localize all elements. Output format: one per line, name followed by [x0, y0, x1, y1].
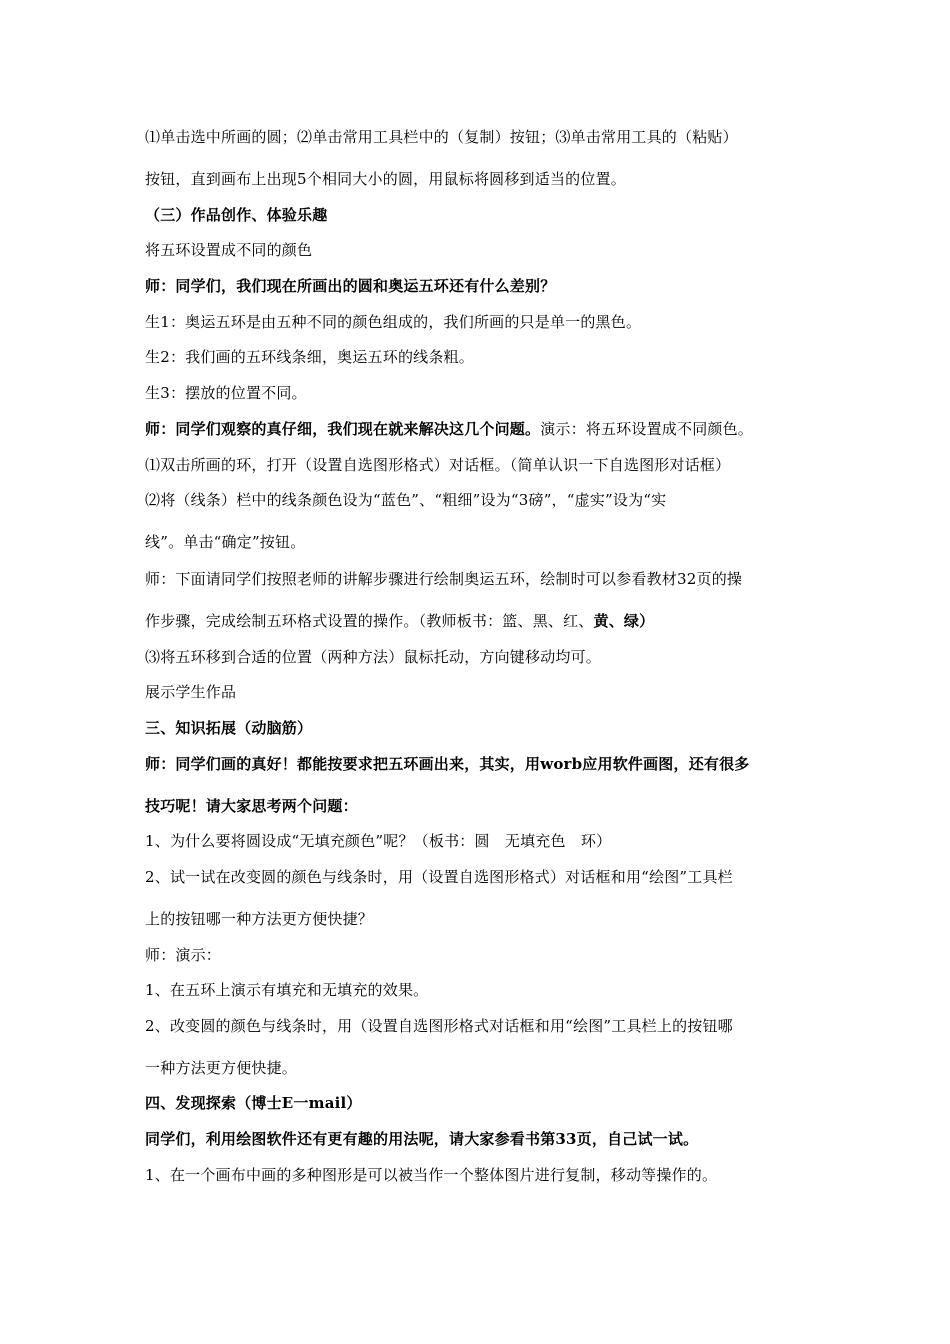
paragraph-line	[145, 945, 815, 965]
section-heading	[145, 1093, 815, 1113]
paragraph-line	[145, 569, 815, 589]
list-item	[145, 1016, 815, 1036]
paragraph-line	[145, 347, 815, 367]
paragraph-line	[145, 490, 815, 510]
text-run: ⑴双击所画的环，打开（设置自选图形格式）对话框。（简单认识一下自选图形对话框）	[145, 456, 731, 474]
paragraph-line	[145, 419, 815, 439]
paragraph-line	[145, 1058, 815, 1078]
text-run: ⑵将（线条）栏中的线条颜色设为“蓝色”、“粗细”设为“3磅”，“虚实”设为“实	[145, 491, 667, 509]
text-run: 师：下面请同学们按照老师的讲解步骤进行绘制奥运五环，绘制时可以参看教材32页的操	[145, 570, 743, 588]
text-run: 2、改变圆的颜色与线条时，用（设置自选图形格式对话框和用“绘图”工具栏上的按钮哪	[145, 1017, 733, 1035]
teacher-remark	[145, 796, 815, 816]
text-run: 一种方法更方便快捷。	[145, 1059, 298, 1077]
teacher-remark	[145, 754, 815, 774]
text-run: 上的按钮哪一种方法更方便快捷？	[145, 910, 374, 928]
text-run: ⑶将五环移到合适的位置（两种方法）鼠标托动，方向键移动均可。	[145, 648, 602, 666]
text-run: 展示学生作品	[145, 683, 237, 701]
paragraph-line	[145, 532, 815, 552]
text-run: 将五环设置成不同的颜色	[145, 241, 313, 259]
text-run-bold: 师：同学们观察的真仔细，我们现在就来解决这几个问题。	[145, 420, 541, 438]
text-run: 四、发现探索（博士E一mail）	[145, 1094, 362, 1112]
list-item	[145, 867, 815, 887]
text-run: 生1：奥运五环是由五种不同的颜色组成的，我们所画的只是单一的黑色。	[145, 313, 642, 331]
text-run: 生2：我们画的五环线条细，奥运五环的线条粗。	[145, 348, 474, 366]
teacher-question	[145, 276, 815, 296]
text-run-bold: 黄、绿）	[593, 612, 655, 630]
text-run: 1、在五环上演示有填充和无填充的效果。	[145, 981, 429, 999]
list-item	[145, 980, 815, 1000]
paragraph-line	[145, 312, 815, 332]
text-run: 按钮，直到画布上出现5个相同大小的圆，用鼠标将圆移到适当的位置。	[145, 170, 626, 188]
paragraph-line	[145, 383, 815, 403]
paragraph-line	[145, 169, 815, 189]
paragraph-line	[145, 909, 815, 929]
text-run: 技巧呢！请大家思考两个问题：	[145, 797, 358, 815]
text-run: 同学们，利用绘图软件还有更有趣的用法呢，请大家参看书第33页，自己试一试。	[145, 1130, 699, 1148]
paragraph-line	[145, 455, 815, 475]
list-item	[145, 1165, 815, 1185]
text-run: 2、试一试在改变圆的颜色与线条时，用（设置自选图形格式）对话框和用“绘图”工具栏	[145, 868, 733, 886]
section-heading	[145, 205, 815, 225]
text-run: （三）作品创作、体验乐趣	[145, 206, 328, 224]
paragraph-line	[145, 127, 815, 147]
paragraph-line	[145, 611, 815, 631]
list-item	[145, 831, 815, 851]
text-run: 演示：将五环设置成不同颜色。	[540, 420, 754, 438]
text-run: 线”。单击“确定”按钮。	[145, 533, 306, 551]
text-run: 师：同学们，我们现在所画出的圆和奥运五环还有什么差别？	[145, 277, 556, 295]
text-run: 1、为什么要将圆设成“无填充颜色”呢？（板书：圆 无填充色 环）	[145, 832, 612, 850]
section-heading	[145, 718, 815, 738]
text-run: 三、知识拓展（动脑筋）	[145, 719, 313, 737]
paragraph-line	[145, 647, 815, 667]
paragraph-line	[145, 682, 815, 702]
text-run: ⑴单击选中所画的圆；⑵单击常用工具栏中的（复制）按钮；⑶单击常用工具的（粘贴）	[145, 128, 738, 146]
text-run: 1、在一个画布中画的多种图形是可以被当作一个整体图片进行复制，移动等操作的。	[145, 1166, 718, 1184]
text-run: 师：同学们画的真好！都能按要求把五环画出来，其实，用worb应用软件画图，还有很多	[145, 755, 750, 773]
text-run: 师：演示：	[145, 946, 222, 964]
text-run: 生3：摆放的位置不同。	[145, 384, 307, 402]
teacher-remark	[145, 1129, 815, 1149]
text-run: 作步骤，完成绘制五环格式设置的操作。（教师板书：篮、黑、红、	[145, 612, 594, 630]
paragraph-line	[145, 240, 815, 260]
